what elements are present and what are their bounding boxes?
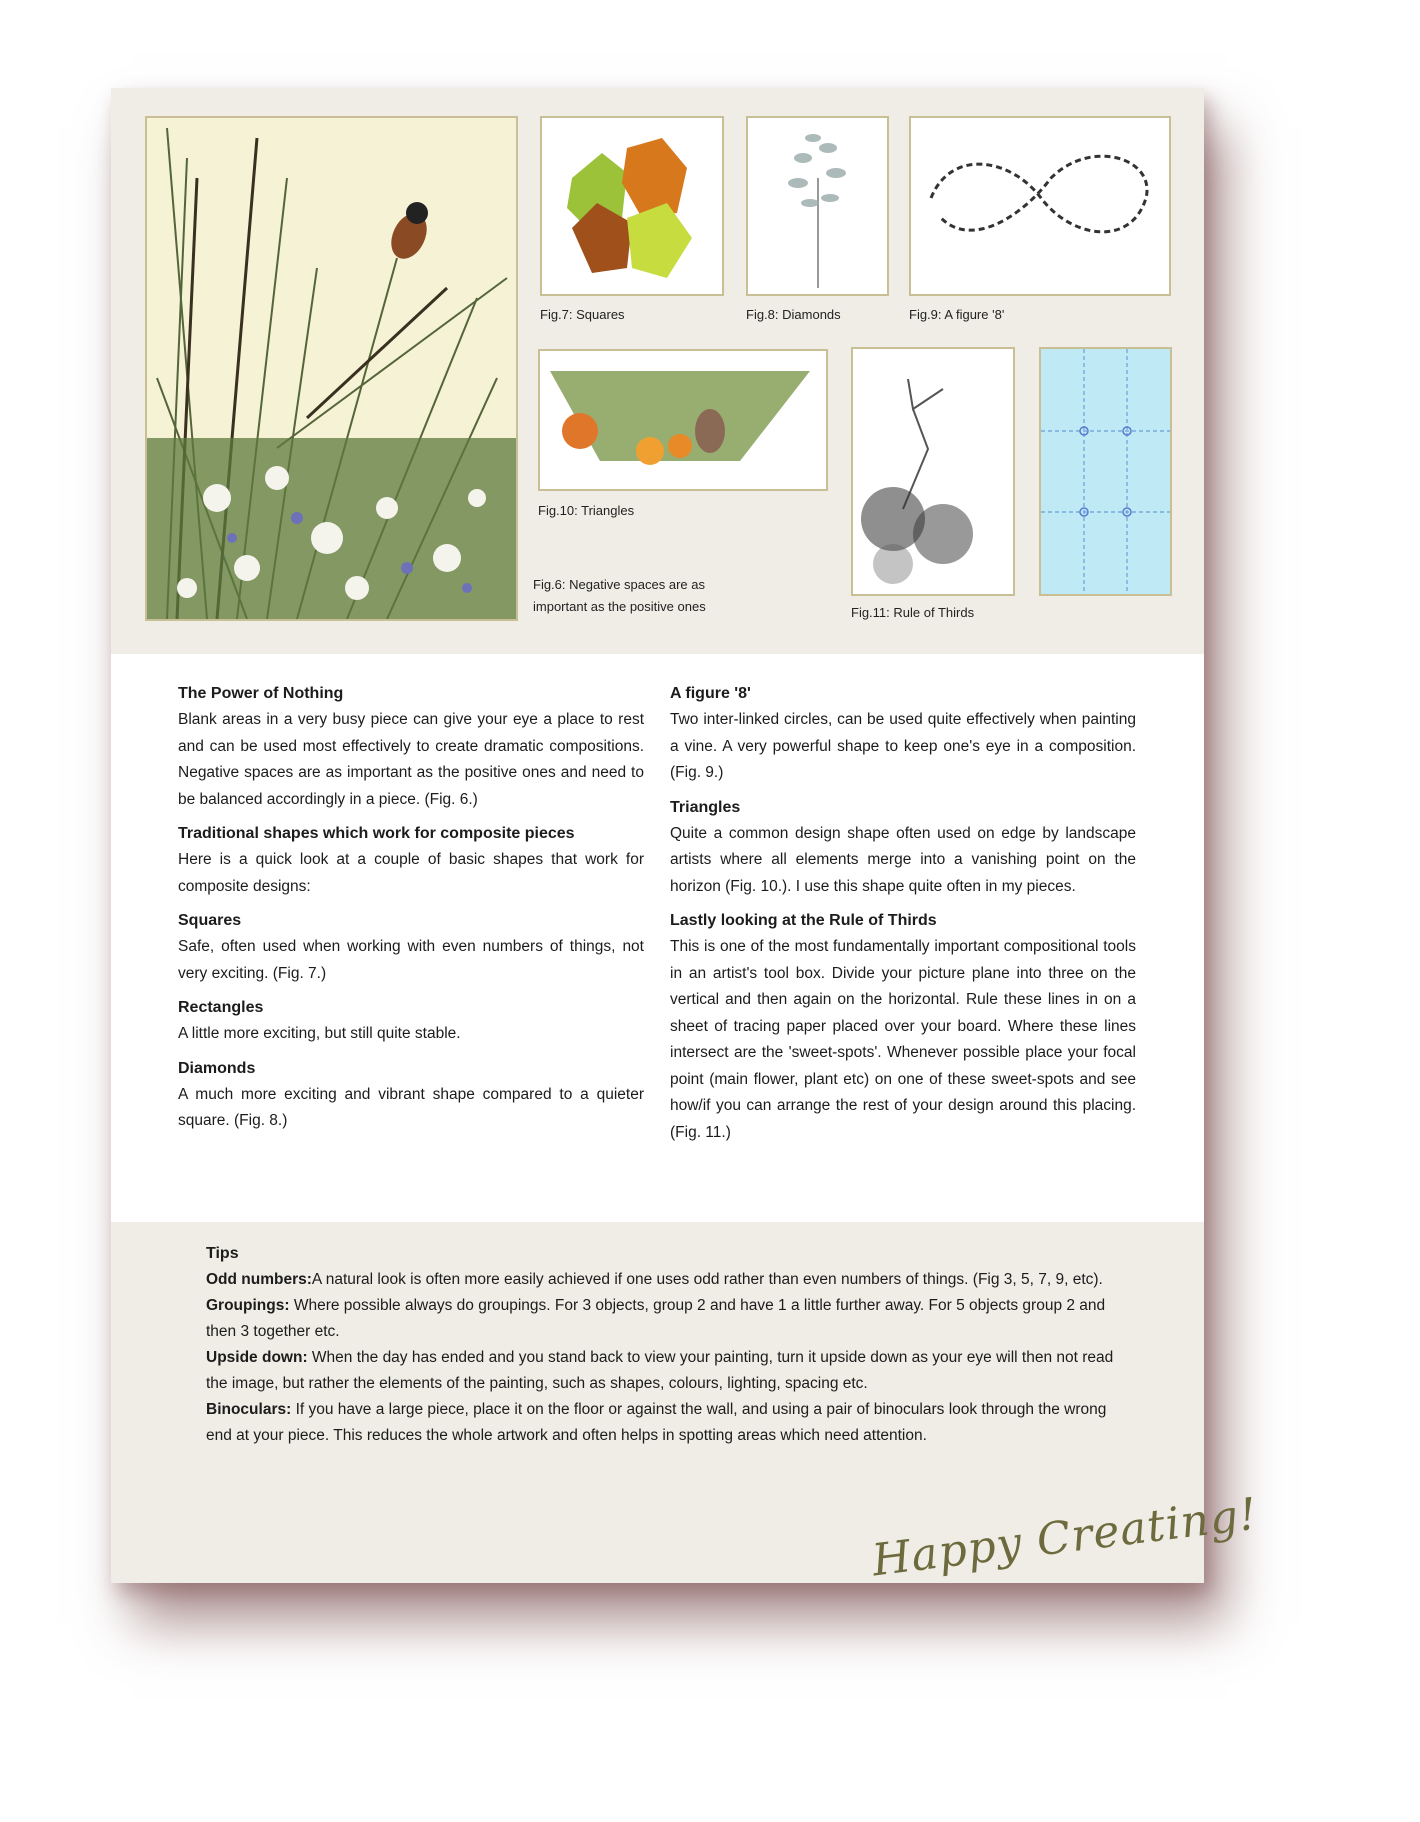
fig9-caption: Fig.9: A figure '8': [909, 307, 1005, 322]
tip-label: Odd numbers:: [206, 1271, 312, 1288]
fig10-still-life-image: [538, 349, 828, 491]
fig6-bird-painting: [145, 116, 518, 621]
heading-rule-of-thirds: Lastly looking at the Rule of Thirds: [670, 912, 937, 929]
fig7-leaves-image: [540, 116, 724, 296]
heading-traditional-shapes: Traditional shapes which work for composite pieces: [178, 825, 575, 842]
tip-odd-numbers: [206, 1267, 1116, 1293]
tip-text: A natural look is often more easily achieved if one uses odd rather than even numbers of things. (Fig 3, 5, 7, 9, etc).: [311, 1271, 1103, 1288]
heading-figure-8: A figure '8': [670, 685, 751, 702]
fig11-caption: Fig.11: Rule of Thirds: [851, 605, 975, 620]
paragraph-power-of-nothing: Blank areas in a very busy piece can give your eye a place to rest and can be used most effectively to create dramatic compositions. Negative spaces are as important as the positive ones and need to be balanced accordingly in a piece. (Fig. 6.): [178, 711, 644, 808]
paragraph-rectangles: A little more exciting, but still quite stable.: [178, 1025, 461, 1042]
paragraph-diamonds: A much more exciting and vibrant shape compared to a quieter square. (Fig. 8.): [178, 1085, 644, 1129]
right-column: [670, 681, 1136, 1154]
tip-text: Where possible always do groupings. For 3 objects, group 2 and have 1 a little further away. For 5 objects group 2 and then 3 together etc.: [206, 1297, 1106, 1340]
fig11-flower-sketch: [851, 347, 1015, 596]
paragraph-figure-8: Two inter-linked circles, can be used quite effectively when painting a vine. A very powerful shape to keep one's eye in a composition. (Fig. 9.): [670, 711, 1136, 781]
tip-label: Groupings:: [206, 1297, 290, 1314]
article-body: [111, 654, 1204, 1222]
fig6-caption-line2: important as the positive ones: [533, 599, 706, 614]
rule-of-thirds-grid: [1039, 347, 1172, 596]
paragraph-rule-of-thirds: This is one of the most fundamentally important compositional tools in an artist's tool box. Divide your picture plane into three on the vertical and then again on the horizontal. Rule these lines in on a sheet of tracing paper placed over your board. Where these lines intersect are the 'sweet-spots'. Whenever possible place your focal point (main flower, plant etc) on one of these sweet-spots and see how/if you can arrange the rest of your design around this placing. (Fig. 11.): [670, 938, 1136, 1141]
heading-diamonds: Diamonds: [178, 1059, 256, 1077]
fig8-caption: Fig.8: Diamonds: [746, 307, 841, 322]
tips-section: [111, 1222, 1261, 1587]
tip-label: Upside down:: [206, 1349, 308, 1366]
paragraph-squares: Safe, often used when working with even numbers of things, not very exciting. (Fig. 7.): [178, 938, 644, 982]
fig8-sprig-sketch: [746, 116, 889, 296]
fig6-caption: [533, 574, 706, 618]
left-column: [178, 681, 644, 1143]
tips-box: [206, 1241, 1116, 1449]
tips-title: Tips: [206, 1245, 239, 1262]
paragraph-triangles: Quite a common design shape often used on edge by landscape artists where all elements merge into a vanishing point on the horizon (Fig. 10.). I use this shape quite often in my pieces.: [670, 824, 1136, 895]
heading-squares: Squares: [178, 912, 242, 929]
fig9-vine-sketch: [909, 116, 1171, 296]
document-page: [111, 88, 1261, 1587]
fig6-caption-line1: Fig.6: Negative spaces are as: [533, 577, 705, 592]
heading-rectangles: Rectangles: [178, 999, 264, 1016]
figures-section: [111, 88, 1204, 654]
paragraph-traditional-shapes: Here is a quick look at a couple of basic shapes that work for composite designs:: [178, 851, 644, 895]
tip-groupings: [206, 1293, 1116, 1345]
tip-text: When the day has ended and you stand back to view your painting, turn it upside down as your eye will then not read the image, but rather the elements of the painting, such as shapes, colours, lighting, spacing etc.: [206, 1349, 1114, 1392]
tip-label: Binoculars:: [206, 1401, 292, 1418]
heading-power-of-nothing: The Power of Nothing: [178, 685, 344, 702]
fig7-caption: Fig.7: Squares: [540, 307, 625, 322]
tip-upside-down: [206, 1345, 1116, 1397]
heading-triangles: Triangles: [670, 798, 741, 816]
happy-creating-signoff: Happy Creating!: [869, 1488, 1261, 1587]
fig10-caption: Fig.10: Triangles: [538, 503, 635, 518]
tip-binoculars: [206, 1397, 1116, 1449]
tip-text: If you have a large piece, place it on the floor or against the wall, and using a pair of binoculars look through the wrong end at your piece. This reduces the whole artwork and often helps in spotting areas which need attention.: [206, 1401, 1107, 1444]
